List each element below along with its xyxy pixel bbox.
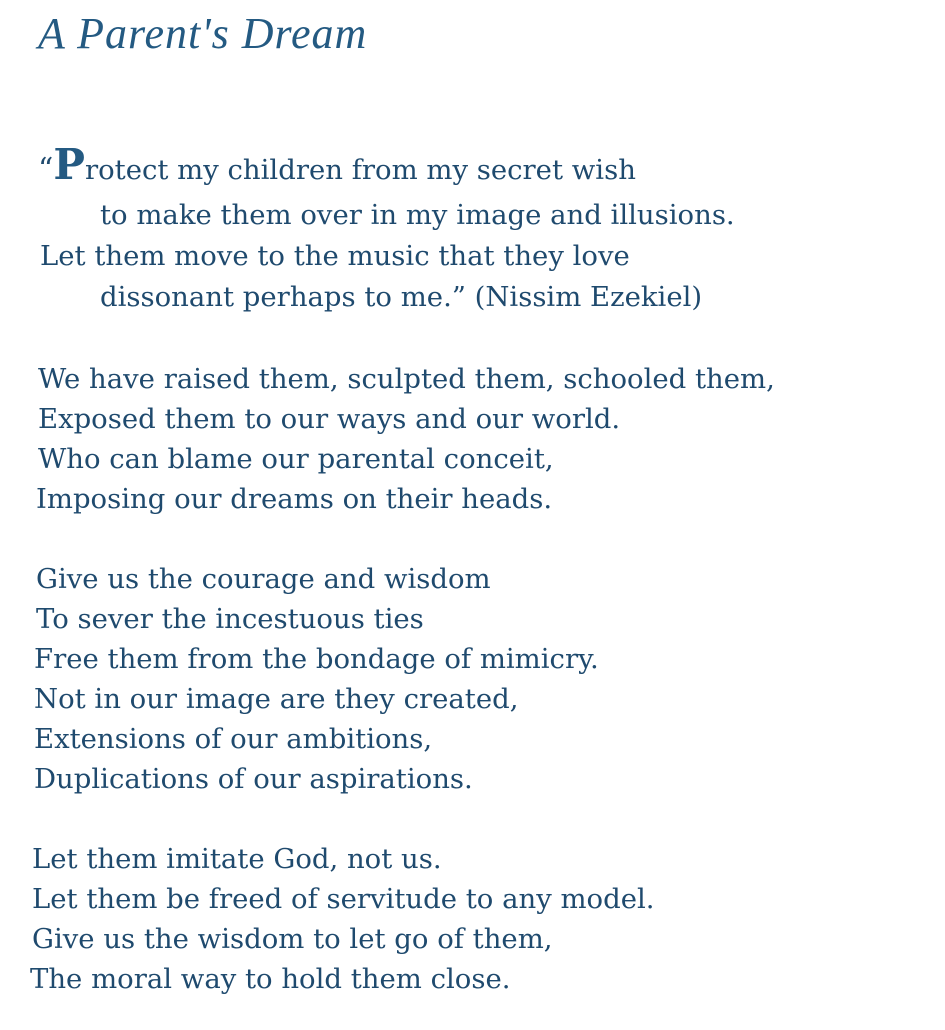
stanza2-line2: Exposed them to our ways and our world.	[38, 403, 621, 435]
stanza3-line1: Give us the courage and wisdom	[36, 563, 491, 595]
stanza3-line3: Free them from the bondage of mimicry.	[34, 643, 599, 675]
stanza1-line4: dissonant perhaps to me.” (Nissim Ezekiel)	[100, 281, 703, 313]
open-quote: “	[38, 152, 54, 187]
stanza4-line4: The moral way to hold them close.	[30, 963, 511, 995]
stanza3-line6: Duplications of our aspirations.	[34, 763, 473, 795]
stanza2-line3: Who can blame our parental conceit,	[38, 443, 554, 475]
stanza1-line1	[38, 140, 636, 189]
poem-title: A Parent's Dream	[38, 9, 368, 58]
stanza3-line4: Not in our image are they created,	[34, 683, 519, 715]
stanza2-line1: We have raised them, sculpted them, schooled them,	[38, 363, 775, 395]
stanza1-line1-text: rotect my children from my secret wish	[84, 154, 636, 186]
stanza1-line3: Let them move to the music that they love	[40, 240, 630, 272]
stanza3-line5: Extensions of our ambitions,	[34, 723, 433, 755]
stanza1-line2: to make them over in my image and illusions.	[100, 199, 735, 231]
stanza4-line3: Give us the wisdom to let go of them,	[32, 923, 553, 955]
stanza2-line4: Imposing our dreams on their heads.	[36, 483, 553, 515]
stanza4-line2: Let them be freed of servitude to any model.	[32, 883, 655, 915]
drop-cap-letter: P	[53, 140, 85, 189]
stanza4-line1: Let them imitate God, not us.	[32, 843, 442, 875]
stanza3-line2: To sever the incestuous ties	[36, 603, 424, 635]
